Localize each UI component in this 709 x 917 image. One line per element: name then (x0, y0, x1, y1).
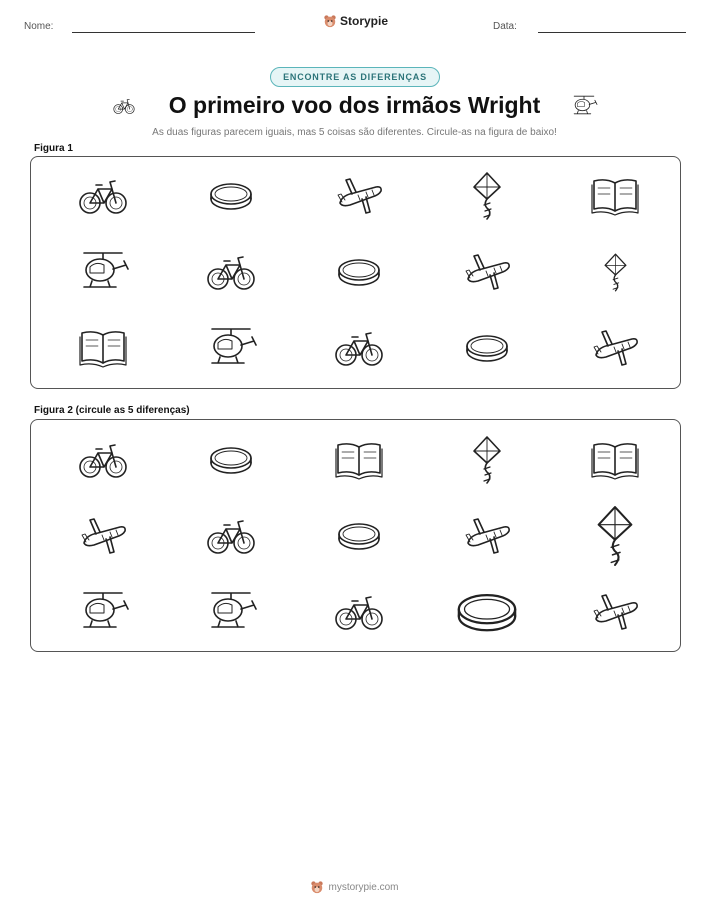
instructions: As duas figuras parecem iguais, mas 5 coisas são diferentes. Circule-as na figura de baixo! (152, 127, 557, 138)
name-line (72, 32, 255, 33)
plane-icon[interactable] (460, 509, 514, 563)
figure1-label: Figura 1 (34, 143, 73, 154)
helicopter-icon[interactable] (76, 585, 130, 639)
footer (0, 880, 709, 894)
bicycle-icon[interactable] (76, 169, 130, 223)
helicopter-icon[interactable] (204, 585, 258, 639)
date-label: Data: (493, 21, 517, 32)
book-icon[interactable] (76, 321, 130, 375)
bicycle-icon[interactable] (204, 245, 258, 299)
kite-icon[interactable] (581, 502, 649, 570)
plane-icon[interactable] (460, 245, 514, 299)
plane-icon[interactable] (588, 585, 642, 639)
plane-icon[interactable] (588, 321, 642, 375)
coin-icon[interactable] (204, 433, 258, 487)
bear-icon (310, 880, 324, 894)
plane-icon[interactable] (332, 169, 386, 223)
coin-icon[interactable] (460, 321, 514, 375)
bear-icon (323, 14, 337, 28)
page-title: O primeiro voo dos irmãos Wright (168, 92, 541, 118)
name-label: Nome: (24, 21, 54, 32)
bicycle-icon[interactable] (204, 509, 258, 563)
coin-icon[interactable] (332, 509, 386, 563)
helicopter-icon[interactable] (76, 245, 130, 299)
date-line (538, 32, 686, 33)
coin-icon[interactable] (332, 245, 386, 299)
book-icon[interactable] (588, 169, 642, 223)
brand-name: Storypie (340, 14, 389, 28)
kite-icon[interactable] (594, 251, 637, 294)
plane-icon[interactable] (76, 509, 130, 563)
bicycle-icon[interactable] (332, 321, 386, 375)
kite-icon[interactable] (460, 169, 514, 223)
book-icon[interactable] (332, 433, 386, 487)
footer-url: mystorypie.com (328, 881, 399, 893)
figure2-label: Figura 2 (circule as 5 diferenças) (34, 405, 190, 416)
coin-icon[interactable] (449, 574, 525, 650)
brand-logo (323, 14, 388, 28)
activity-banner: ENCONTRE AS DIFERENÇAS (270, 67, 440, 87)
book-icon[interactable] (588, 433, 642, 487)
coin-icon[interactable] (204, 169, 258, 223)
bicycle-icon[interactable] (76, 433, 130, 487)
helicopter-icon (568, 92, 600, 120)
bicycle-icon[interactable] (332, 585, 386, 639)
helicopter-icon[interactable] (204, 321, 258, 375)
kite-icon[interactable] (460, 433, 514, 487)
